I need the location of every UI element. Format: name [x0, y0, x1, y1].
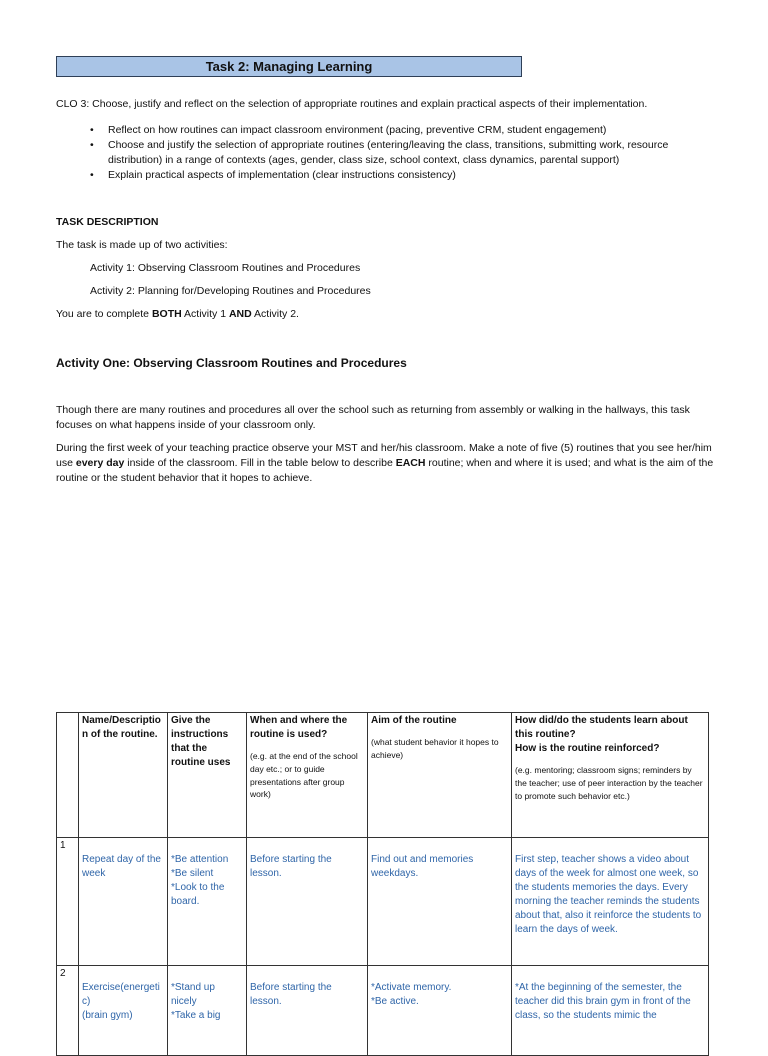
header-label: When and where the routine is used?	[250, 715, 348, 740]
bullet-item: • Choose and justify the selection of appropriate routines (entering/leaving the class, transitions, submitting work, resource distribution) in a range of contexts (ages, gender, class size, school context, class dynamics, parental support)	[90, 138, 710, 168]
task-description-heading: TASK DESCRIPTION	[56, 216, 159, 228]
text-segment: Activity 1	[181, 308, 229, 320]
activity-one-para-1: Though there are many routines and procedures all over the school such as returning from assembly or walking in the hallways, this task focuses on what happens inside of your classroom only.	[56, 404, 690, 431]
bold-segment: every day	[75, 456, 125, 469]
activity-1-line: Activity 1: Observing Classroom Routines and Procedures	[90, 262, 361, 274]
table-row	[57, 838, 709, 966]
activity-one-heading: Activity One: Observing Classroom Routines and Procedures	[56, 356, 407, 370]
task-title: Task 2: Managing Learning	[56, 56, 522, 77]
cell-text: First step, teacher shows a video about days of the week for almost one week, so the students memories the days. Every morning the teacher reminds the students about that, also it reinforce the students to learn the days of week.	[515, 854, 702, 935]
row-number: 2	[57, 966, 79, 1056]
cell-text: Repeat day of the week	[82, 854, 161, 879]
header-cell-number	[57, 713, 79, 838]
activity-one-para-2	[56, 441, 716, 486]
bold-segment: AND	[228, 308, 252, 320]
routine-table	[56, 712, 709, 1056]
row-cell-how	[512, 838, 709, 966]
header-cell-aim	[368, 713, 512, 838]
cell-text: Exercise(energetic) (brain gym)	[82, 982, 160, 1021]
row-cell-name	[79, 966, 168, 1056]
header-sublabel: (e.g. mentoring; classroom signs; reminders by the teacher; use of peer interaction by the teacher to promote such behavior etc.)	[515, 765, 703, 801]
cell-text: *Be attention *Be silent *Look to the board.	[171, 854, 229, 907]
row-cell-when	[247, 966, 368, 1056]
cell-text: Before starting the lesson.	[250, 982, 332, 1007]
row-cell-instructions	[168, 966, 247, 1056]
text-segment: inside of the classroom. Fill in the table below to describe	[124, 456, 396, 469]
bold-segment: EACH	[395, 456, 426, 469]
table-row	[57, 966, 709, 1056]
activity-2-line: Activity 2: Planning for/Developing Routines and Procedures	[90, 285, 371, 297]
cell-text: Before starting the lesson.	[250, 854, 332, 879]
cell-text: *Stand up nicely *Take a big	[171, 982, 221, 1021]
task-intro: The task is made up of two activities:	[56, 239, 228, 251]
text-segment: Activity 2.	[251, 308, 299, 320]
bullet-item: • Explain practical aspects of implementation (clear instructions consistency)	[90, 168, 710, 183]
header-label: Aim of the routine	[371, 715, 457, 726]
text-segment: routine; when and where it is used; and what is the aim of the routine or the student behavior that it hopes to achieve.	[56, 456, 714, 484]
header-label: Give the instructions that the routine uses	[171, 715, 231, 768]
header-cell-instructions	[168, 713, 247, 838]
row-cell-instructions	[168, 838, 247, 966]
header-sublabel: (e.g. at the end of the school day etc.; or to guide presentations after group work)	[250, 751, 358, 800]
header-cell-how	[512, 713, 709, 838]
text-segment: You are to complete	[56, 308, 152, 320]
row-cell-aim	[368, 838, 512, 966]
cell-text: Find out and memories weekdays.	[371, 854, 474, 879]
complete-both-line	[56, 307, 299, 322]
header-sublabel: (what student behavior it hopes to achieve)	[371, 737, 499, 760]
bullet-item: • Reflect on how routines can impact classroom environment (pacing, preventive CRM, student engagement)	[90, 123, 710, 138]
cell-text: *At the beginning of the semester, the teacher did this brain gym in front of the class, so the students mimic the	[515, 982, 691, 1021]
row-cell-when	[247, 838, 368, 966]
table-header-row	[57, 713, 709, 838]
cell-text: *Activate memory. *Be active.	[371, 982, 452, 1007]
row-cell-name	[79, 838, 168, 966]
header-label: Name/Description of the routine.	[82, 715, 161, 740]
row-number: 1	[57, 838, 79, 966]
header-cell-name	[79, 713, 168, 838]
text-segment: During the first week of your teaching practice observe your MST and her/his classroom. Make a note of five (5) routines that you see her/him use	[56, 442, 712, 469]
bold-segment: BOTH	[151, 308, 182, 320]
clo-statement: CLO 3: Choose, justify and reflect on the selection of appropriate routines and explain practical aspects of their implementation.	[56, 98, 648, 110]
row-cell-how	[512, 966, 709, 1056]
header-cell-when	[247, 713, 368, 838]
header-label: How did/do the students learn about this routine? How is the routine reinforced?	[515, 715, 688, 754]
clo-bullet-list	[90, 123, 710, 183]
row-cell-aim	[368, 966, 512, 1056]
